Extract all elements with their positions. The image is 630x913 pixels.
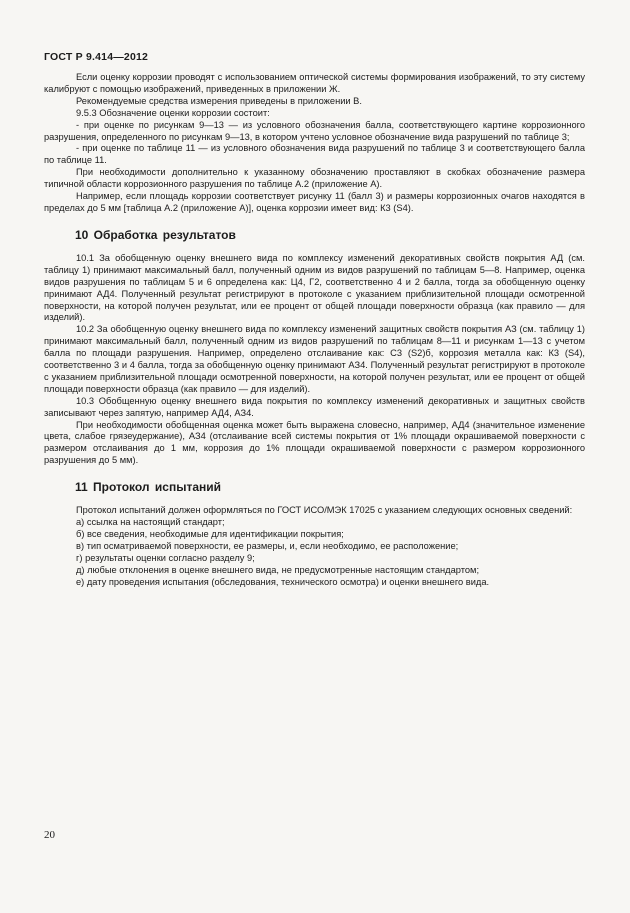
document-header: ГОСТ Р 9.414—2012 bbox=[44, 51, 149, 63]
paragraph-table-rule: - при оценке по таблице 11 — из условного обозначения вида разрушений по таблице 3 и соответствующего балла по таблице 11. bbox=[44, 143, 585, 166]
paragraph-10-4: При необходимости обобщенная оценка может быть выражена словесно, например, АД4 (значительное изменение цвета, слабое грязеудержание), АЗ4 (отслаивание всей системы покрытия от 1% площади окрашиваемой поверхности с размером отслаивания до 1 мм, коррозия до 1% площади окрашиваемой поверхности с размером коррозионного разрушения до 5 мм). bbox=[44, 419, 585, 466]
list-item: г) результаты оценки согласно разделу 9; bbox=[76, 552, 255, 563]
paragraph-example: Например, если площадь коррозии соответствует рисунку 11 (балл 3) и размеры коррозионных очагов находятся в пределах до 5 мм [таблица А.2 (приложение А)], оценка коррозии имеет вид: К3 (S4). bbox=[44, 191, 585, 213]
section-heading-10: 10 Обработка результатов bbox=[75, 227, 236, 242]
list-item: е) дату проведения испытания (обследования, технического осмотра) и оценки внешнего вида. bbox=[76, 576, 490, 587]
list-item: б) все сведения, необходимые для идентификации покрытия; bbox=[76, 529, 344, 539]
section-heading-11: 11 Протокол испытаний bbox=[75, 480, 221, 495]
paragraph-9-5-3: 9.5.3 Обозначение оценки коррозии состоит: bbox=[76, 107, 270, 118]
paragraph-10-2: 10.2 За обобщенную оценку внешнего вида по комплексу изменений защитных свойств покрытия АЗ (см. таблицу 1) принимают максимальный балл, полученный одним из видов разрушений по таблицам 8—11 и рисункам 1—13 с учетом балла по площади разрушения. Например, определено отслаивание как: С3 (S2)б, коррозия металла как: К3 (S4), соответственно 3 и 4 балла, тогда за обобщенную оценку принимают АЗ4. Полученный результат регистрируют в протоколе с указанием приблизительной площади осмотренной поверхности, на которой получен результат, или ее процент от общей площади поверхности образца (как правило — для изделий). bbox=[44, 324, 585, 394]
paragraph-figures-rule: - при оценке по рисункам 9—13 — из условного обозначения балла, соответствующего картине коррозионного разрушения, определенного по рисункам 9—13, в котором учтено условное обозначение вида разрушений по таблице 3; bbox=[44, 119, 585, 142]
paragraph-10-1: 10.1 За обобщенную оценку внешнего вида по комплексу изменений декоративных свойств покрытия АД (см. таблицу 1) принимают максимальный балл, полученный одним из видов разрушений по таблицам 5—8. Например, оценка видов разрушения по таблицам 5 и 6 определена как: Ц4, Г2, соответственно 4 и 2 балла, тогда за обобщенную оценку принимают АД4. Полученный результат регистрируют в протоколе с указанием приблизительной площади осмотренной поверхности, на которой получен результат, или ее процент от общей площади поверхности образца (как правило — для изделий). bbox=[44, 252, 585, 323]
paragraph-11: Протокол испытаний должен оформляться по ГОСТ ИСО/МЭК 17025 с указанием следующих основных сведений: bbox=[76, 505, 573, 516]
paragraph-size-note: При необходимости дополнительно к указанному обозначению проставляют в скобках обозначение размера типичной области коррозионного разрушения по таблице А.2 (приложение А). bbox=[44, 167, 585, 190]
paragraph-calibration: Если оценку коррозии проводят с использованием оптической системы формирования изображений, то эту систему калибруют с помощью изображений, приведенных в приложении Ж. bbox=[44, 72, 585, 94]
page-number: 20 bbox=[44, 829, 55, 841]
list-item: в) тип осматриваемой поверхности, ее размеры, и, если необходимо, ее расположение; bbox=[76, 540, 459, 551]
paragraph-measuring-tools: Рекомендуемые средства измерения приведены в приложении В. bbox=[76, 95, 362, 106]
document-body bbox=[44, 72, 585, 589]
list-item: а) ссылка на настоящий стандарт; bbox=[76, 517, 225, 528]
paragraph-10-3: 10.3 Обобщенную оценку внешнего вида покрытия по комплексу изменений декоративных и защитных свойств записывают через запятую, например АД4, АЗ4. bbox=[44, 395, 585, 418]
list-item: д) любые отклонения в оценке внешнего вида, не предусмотренные настоящим стандартом; bbox=[76, 564, 480, 575]
